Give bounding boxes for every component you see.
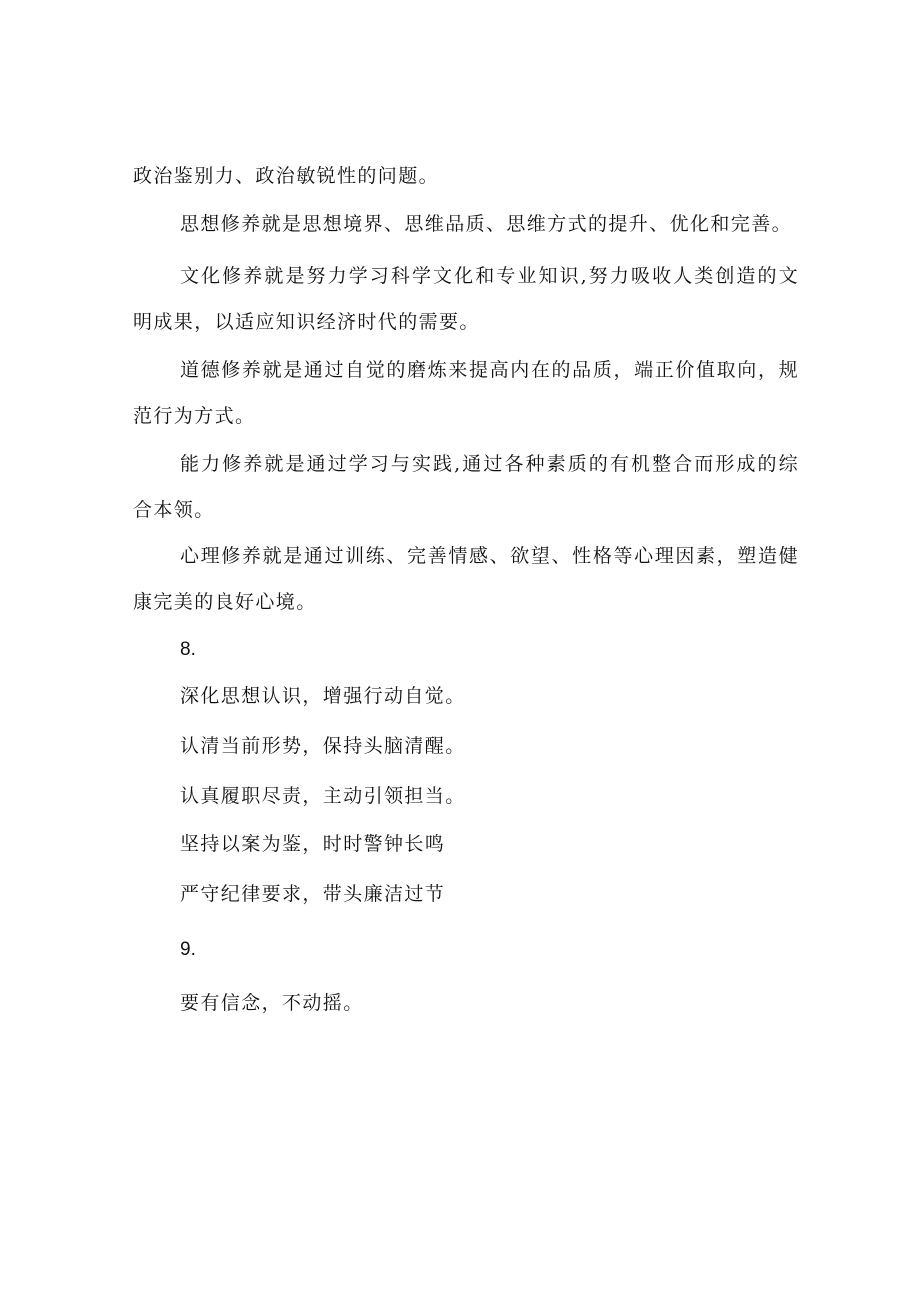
paragraph-moral-cultivation: 道德修养就是通过自觉的磨炼来提高内在的品质，端正价值取向，规范行为方式。	[133, 359, 799, 427]
paragraph-psychology-cultivation: 心理修养就是通过训练、完善情感、欲望、性格等心理因素，塑造健康完美的良好心境。	[133, 545, 799, 613]
section-8-item: 坚持以案为鉴，时时警钟长鸣	[180, 833, 446, 855]
section-number-9: 9.	[180, 939, 196, 960]
paragraph-culture-cultivation: 文化修养就是努力学习科学文化和专业知识,努力吸收人类创造的文明成果，以适应知识经济时代的需要。	[133, 265, 799, 333]
section-9-item: 要有信念，不动摇。	[180, 992, 364, 1014]
section-8-item: 认真履职尽责，主动引领担当。	[180, 785, 466, 807]
section-8-item: 深化思想认识，增强行动自觉。	[180, 685, 466, 707]
section-8-item: 严守纪律要求，带头廉洁过节	[180, 883, 446, 905]
section-number-8: 8.	[180, 639, 196, 660]
paragraph-continuation: 政治鉴别力、政治敏锐性的问题。	[133, 165, 440, 187]
paragraph-ability-cultivation: 能力修养就是通过学习与实践,通过各种素质的有机整合而形成的综合本领。	[133, 453, 799, 521]
section-8-item: 认清当前形势，保持头脑清醒。	[180, 735, 466, 757]
paragraph-thought-cultivation: 思想修养就是思想境界、思维品质、思维方式的提升、优化和完善。	[180, 213, 793, 235]
